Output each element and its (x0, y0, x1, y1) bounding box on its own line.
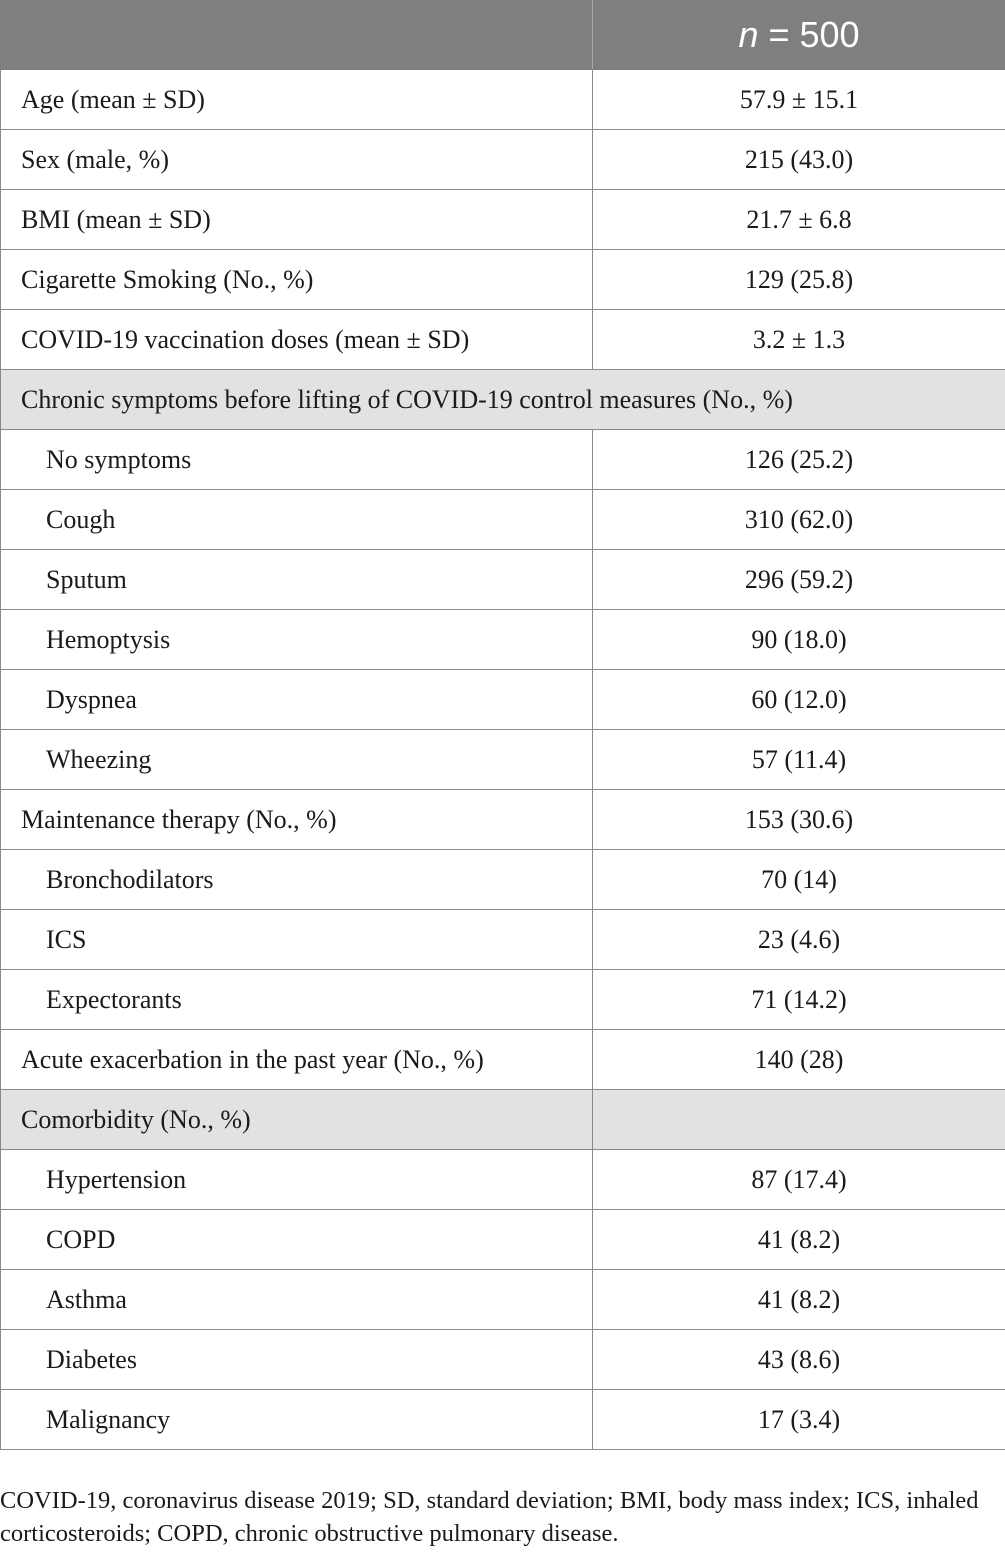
header-sample-size (593, 1, 1005, 70)
section-row (1, 1090, 1005, 1150)
row-label: Wheezing (1, 730, 593, 790)
row-label: Comorbidity (No., %) (1, 1090, 593, 1150)
table-row (1, 430, 1005, 490)
row-label: Chronic symptoms before lifting of COVID-19 control measures (No., %) (1, 370, 1005, 430)
table-row (1, 1150, 1005, 1210)
row-label: Expectorants (1, 970, 593, 1030)
table-row (1, 1210, 1005, 1270)
row-value: 57 (11.4) (593, 730, 1005, 790)
n-value: = 500 (758, 14, 860, 55)
row-value: 41 (8.2) (593, 1210, 1005, 1270)
table-row (1, 970, 1005, 1030)
table-row (1, 1390, 1005, 1450)
row-value: 41 (8.2) (593, 1270, 1005, 1330)
row-value: 3.2 ± 1.3 (593, 310, 1005, 370)
row-value: 71 (14.2) (593, 970, 1005, 1030)
table-row (1, 130, 1005, 190)
row-value: 43 (8.6) (593, 1330, 1005, 1390)
row-label: Cough (1, 490, 593, 550)
row-label: Dyspnea (1, 670, 593, 730)
table-row (1, 850, 1005, 910)
row-label: Hypertension (1, 1150, 593, 1210)
row-label: Bronchodilators (1, 850, 593, 910)
table-row (1, 550, 1005, 610)
table-footnote: COVID-19, coronavirus disease 2019; SD, standard deviation; BMI, body mass index; ICS, inhaled corticosteroids; COPD, chronic obstructive pulmonary disease. (0, 1487, 979, 1547)
table-row (1, 610, 1005, 670)
table-row (1, 910, 1005, 970)
row-value: 17 (3.4) (593, 1390, 1005, 1450)
table-row (1, 250, 1005, 310)
table-row (1, 1270, 1005, 1330)
row-label: Acute exacerbation in the past year (No., %) (1, 1030, 593, 1090)
row-value: 126 (25.2) (593, 430, 1005, 490)
table-row (1, 1330, 1005, 1390)
row-value: 215 (43.0) (593, 130, 1005, 190)
row-value: 60 (12.0) (593, 670, 1005, 730)
row-value: 57.9 ± 15.1 (593, 70, 1005, 130)
table-row (1, 490, 1005, 550)
row-label: ICS (1, 910, 593, 970)
row-label: Sex (male, %) (1, 130, 593, 190)
row-label: Cigarette Smoking (No., %) (1, 250, 593, 310)
header-label-cell (1, 1, 593, 70)
row-value: 153 (30.6) (593, 790, 1005, 850)
table-row (1, 730, 1005, 790)
row-label: COPD (1, 1210, 593, 1270)
row-label: No symptoms (1, 430, 593, 490)
table-row (1, 1030, 1005, 1090)
row-value: 21.7 ± 6.8 (593, 190, 1005, 250)
row-label: Diabetes (1, 1330, 593, 1390)
row-value: 70 (14) (593, 850, 1005, 910)
row-label: Asthma (1, 1270, 593, 1330)
table-header-row (1, 1, 1005, 70)
row-label: BMI (mean ± SD) (1, 190, 593, 250)
row-label: Maintenance therapy (No., %) (1, 790, 593, 850)
table-row (1, 790, 1005, 850)
section-row (1, 370, 1005, 430)
row-value (593, 1090, 1005, 1150)
row-value: 129 (25.8) (593, 250, 1005, 310)
row-label: Age (mean ± SD) (1, 70, 593, 130)
table-row (1, 670, 1005, 730)
row-value: 90 (18.0) (593, 610, 1005, 670)
row-label: Malignancy (1, 1390, 593, 1450)
table-row (1, 190, 1005, 250)
row-label: Hemoptysis (1, 610, 593, 670)
row-value: 140 (28) (593, 1030, 1005, 1090)
row-value: 87 (17.4) (593, 1150, 1005, 1210)
n-symbol: n (738, 14, 759, 55)
row-label: COVID-19 vaccination doses (mean ± SD) (1, 310, 593, 370)
row-value: 23 (4.6) (593, 910, 1005, 970)
row-value: 296 (59.2) (593, 550, 1005, 610)
table-row (1, 70, 1005, 130)
row-label: Sputum (1, 550, 593, 610)
table-row (1, 310, 1005, 370)
table-body (1, 70, 1005, 1450)
row-value: 310 (62.0) (593, 490, 1005, 550)
